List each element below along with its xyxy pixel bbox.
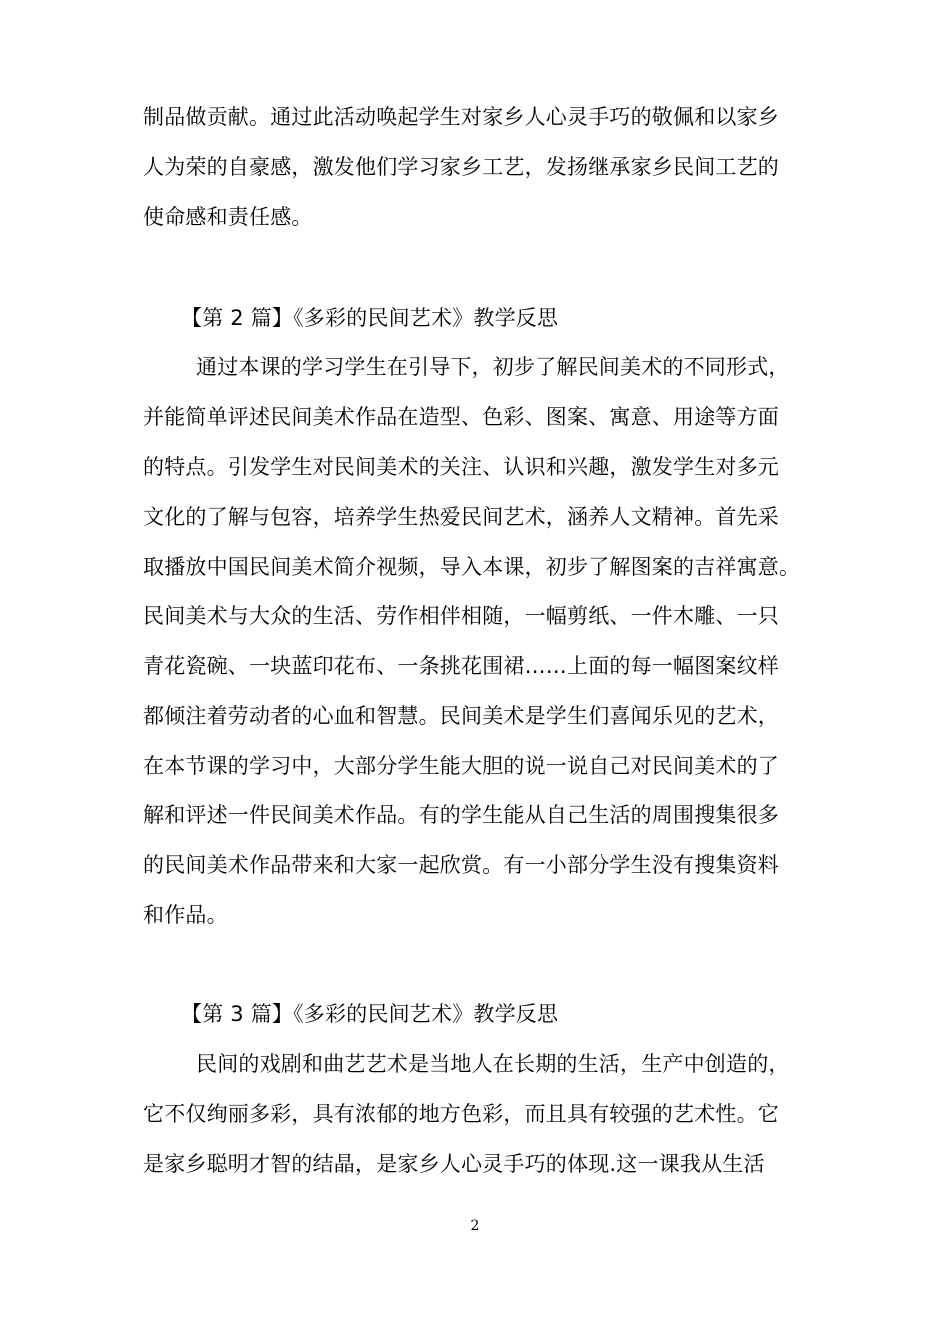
paragraph-line: 它不仅绚丽多彩，具有浓郁的地方色彩，而且具有较强的艺术性。它 [143, 1102, 779, 1126]
paragraph-line: 解和评述一件民间美术作品。有的学生能从自己生活的周围搜集很多 [143, 803, 779, 827]
paragraph-line: 在本节课的学习中，大部分学生能大胆的说一说自己对民间美术的了 [143, 754, 779, 778]
section-heading: 【第 2 篇】《多彩的民间艺术》教学反思 [181, 306, 559, 330]
paragraph-line: 文化的了解与包容，培养学生热爱民间艺术，涵养人文精神。首先采 [143, 505, 779, 529]
paragraph-line: 使命感和责任感。 [143, 205, 313, 229]
section-heading: 【第 3 篇】《多彩的民间艺术》教学反思 [181, 1002, 559, 1026]
paragraph-line: 取播放中国民间美术简介视频，导入本课，初步了解图案的吉祥寓意。 [143, 555, 801, 579]
paragraph-line: 人为荣的自豪感，激发他们学习家乡工艺，发扬继承家乡民间工艺的 [143, 155, 779, 179]
paragraph-line: 制品做贡献。通过此活动唤起学生对家乡人心灵手巧的敬佩和以家乡 [143, 105, 779, 129]
paragraph-line: 民间的戏剧和曲艺艺术是当地人在长期的生活，生产中创造的， [196, 1052, 790, 1076]
paragraph-line: 通过本课的学习学生在引导下，初步了解民间美术的不同形式， [196, 355, 790, 379]
paragraph-line: 民间美术与大众的生活、劳作相伴相随，一幅剪纸、一件木雕、一只 [143, 604, 779, 628]
paragraph-line: 并能简单评述民间美术作品在造型、色彩、图案、寓意、用途等方面 [143, 405, 779, 429]
paragraph-line: 是家乡聪明才智的结晶，是家乡人心灵手巧的体现.这一课我从生活 [143, 1152, 765, 1176]
paragraph-line: 都倾注着劳动者的心血和智慧。民间美术是学生们喜闻乐见的艺术， [143, 704, 779, 728]
paragraph-line: 和作品。 [143, 903, 228, 927]
paragraph-line: 的民间美术作品带来和大家一起欣赏。有一小部分学生没有搜集资料 [143, 853, 779, 877]
page-number: 2 [470, 1218, 480, 1234]
paragraph-line: 青花瓷碗、一块蓝印花布、一条挑花围裙……上面的每一幅图案纹样 [143, 654, 779, 678]
paragraph-line: 的特点。引发学生对民间美术的关注、认识和兴趣，激发学生对多元 [143, 455, 779, 479]
